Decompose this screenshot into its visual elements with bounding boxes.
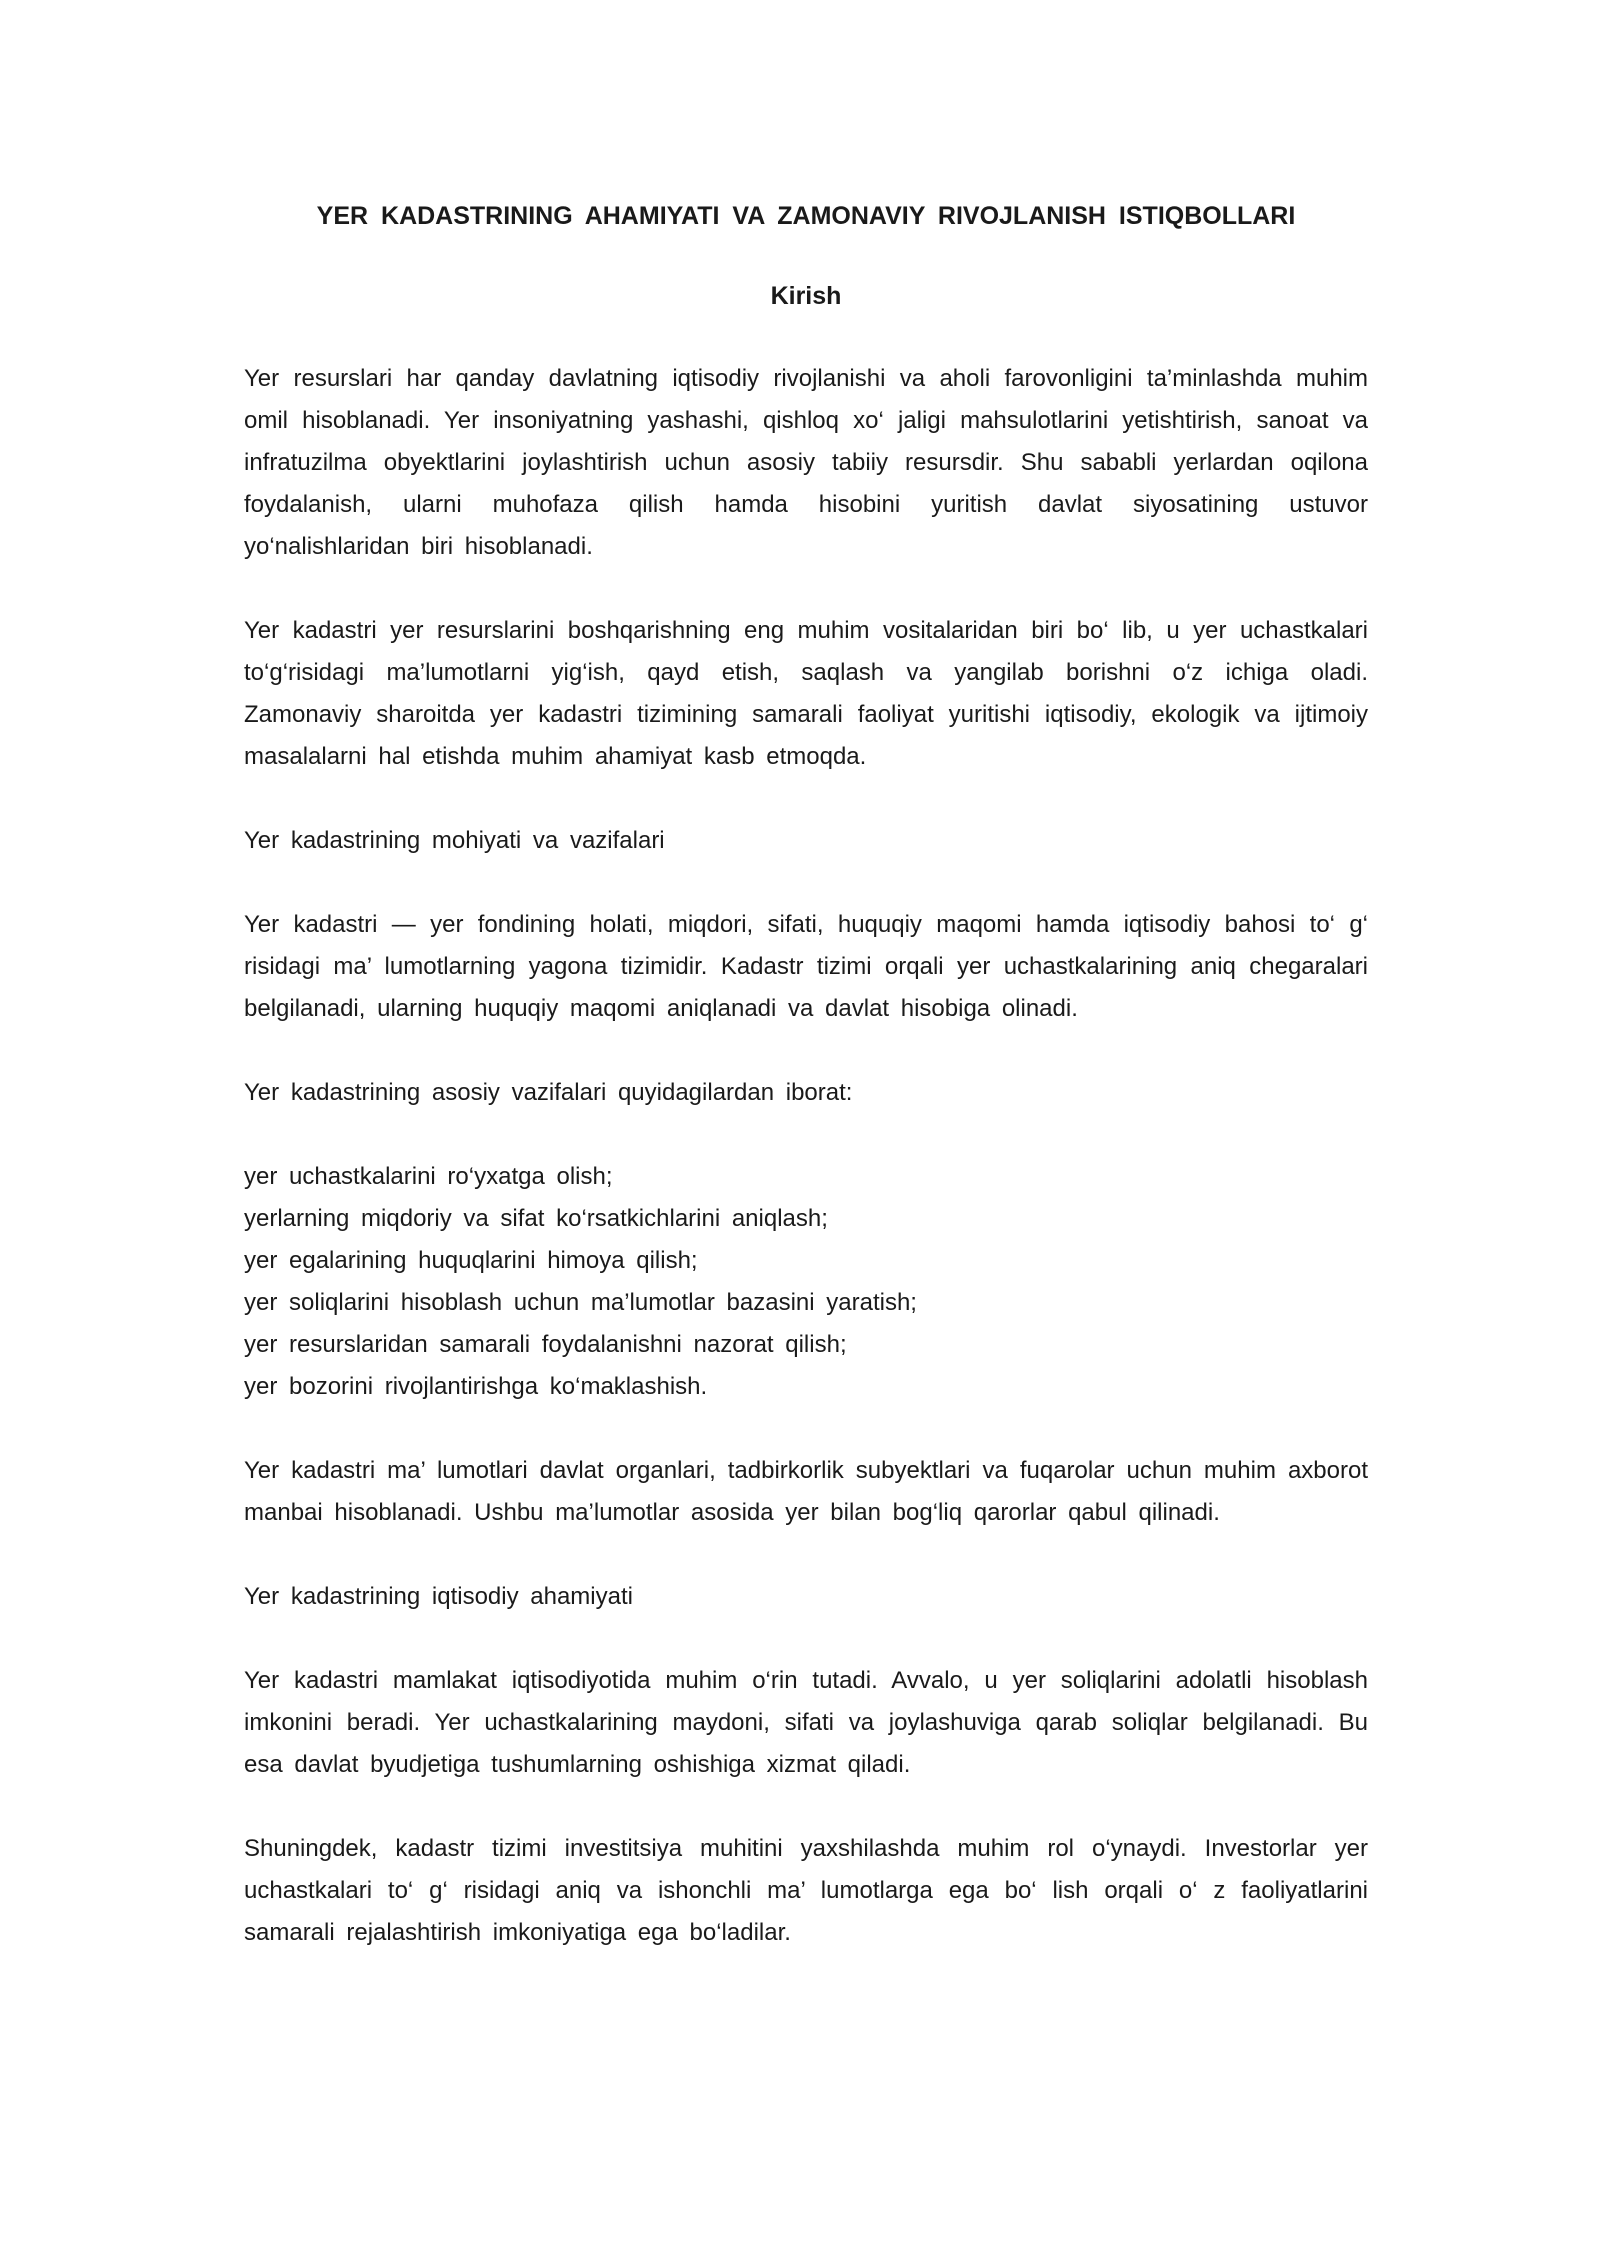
tasks-list — [244, 1156, 1368, 1408]
list-item: yer egalarining huquqlarini himoya qilish; — [244, 1247, 698, 1274]
section-heading-mohiyati: Yer kadastrining mohiyati va vazifalari — [244, 827, 665, 854]
list-item: yerlarning miqdoriy va sifat ko‘rsatkichlarini aniqlash; — [244, 1205, 828, 1232]
list-item: yer bozorini rivojlantirishga ko‘maklashish. — [244, 1373, 708, 1400]
section2-paragraph-1: Yer kadastri mamlakat iqtisodiyotida muhim o‘rin tutadi. Avvalo, u yer soliqlarini adolatli hisoblash imkonini beradi. Yer uchastkalarining maydoni, sifati va joylashuviga qarab soliqlar belgilanadi. Bu esa davlat byudjetiga tushumlarning oshishiga xizmat qiladi. — [244, 1667, 1368, 1778]
section1-paragraph-3: Yer kadastri ma’ lumotlari davlat organlari, tadbirkorlik subyektlari va fuqarolar uchun muhim axborot manbai hisoblanadi. Ushbu ma’lumotlar asosida yer bilan bog‘liq qarorlar qabul qilinadi. — [244, 1457, 1368, 1526]
list-item: yer resurslaridan samarali foydalanishni nazorat qilish; — [244, 1331, 847, 1358]
list-item: yer soliqlarini hisoblash uchun ma’lumotlar bazasini yaratish; — [244, 1289, 917, 1316]
list-item: yer uchastkalarini ro‘yxatga olish; — [244, 1163, 613, 1190]
section-heading-iqtisodiy: Yer kadastrining iqtisodiy ahamiyati — [244, 1583, 633, 1610]
section1-paragraph-1: Yer kadastri — yer fondining holati, miqdori, sifati, huquqiy maqomi hamda iqtisodiy bahosi to‘ g‘ risidagi ma’ lumotlarning yagona tizimidir. Kadastr tizimi orqali yer uchastkalarining aniq chegaralari belgilanadi, ularning huquqiy maqomi aniqlanadi va davlat hisobiga olinadi. — [244, 911, 1368, 1022]
document-page — [244, 196, 1368, 1954]
section-title-kirish: Kirish — [770, 282, 842, 310]
section2-paragraph-2: Shuningdek, kadastr tizimi investitsiya muhitini yaxshilashda muhim rol o‘ynaydi. Investorlar yer uchastkalari to‘ g‘ risidagi aniq va ishonchli ma’ lumotlarga ega bo‘ lish orqali o‘ z faoliyatlarini samarali rejalashtirish imkoniyatiga ega bo‘ladilar. — [244, 1835, 1368, 1946]
section1-paragraph-2: Yer kadastrining asosiy vazifalari quyidagilardan iborat: — [244, 1079, 853, 1106]
intro-paragraph-2: Yer kadastri yer resurslarini boshqarishning eng muhim vositalaridan biri bo‘ lib, u yer uchastkalari to‘g‘risidagi ma’lumotlarni yig‘ish, qayd etish, saqlash va yangilab borishni o‘z ichiga oladi. Zamonaviy sharoitda yer kadastri tizimining samarali faoliyat yuritishi iqtisodiy, ekologik va ijtimoiy masalalarni hal etishda muhim ahamiyat kasb etmoqda. — [244, 617, 1368, 770]
document-title: YER KADASTRINING AHAMIYATI VA ZAMONAVIY RIVOJLANISH ISTIQBOLLARI — [316, 202, 1296, 230]
intro-paragraph-1: Yer resurslari har qanday davlatning iqtisodiy rivojlanishi va aholi farovonligini ta’minlashda muhim omil hisoblanadi. Yer insoniyatning yashashi, qishloq xo‘ jaligi mahsulotlarini yetishtirish, sanoat va infratuzilma obyektlarini joylashtirish uchun asosiy tabiiy resursdir. Shu sababli yerlardan oqilona foydalanish, ularni muhofaza qilish hamda hisobini yuritish davlat siyosatining ustuvor yo‘nalishlaridan biri hisoblanadi. — [244, 365, 1368, 560]
